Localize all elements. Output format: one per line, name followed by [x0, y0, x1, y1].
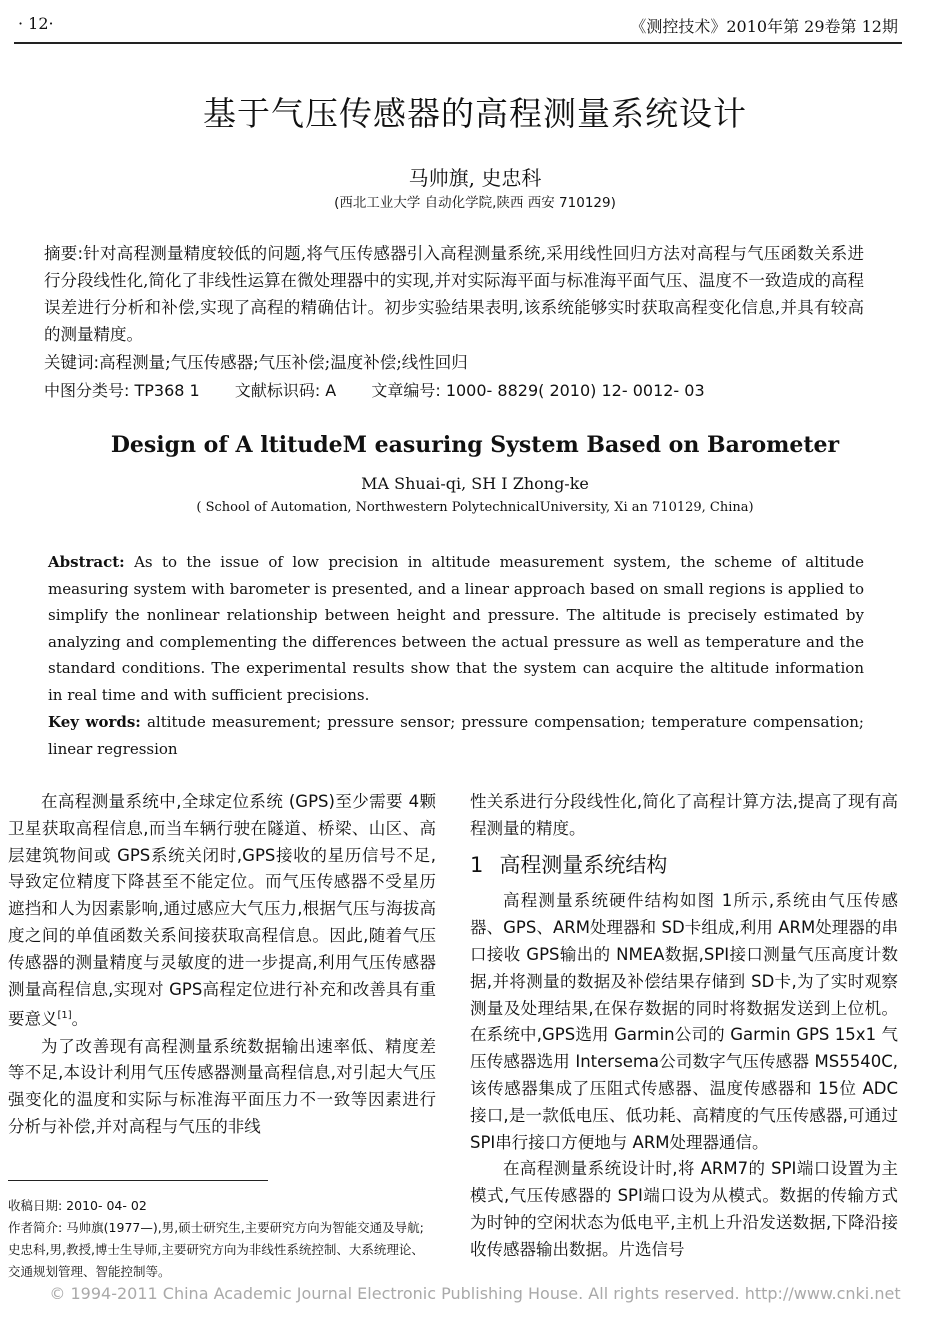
body-paragraph: 在高程测量系统设计时,将 ARM7的 SPI端口设置为主模式,气压传感器的 SPI端口设为从模式。数据的传输方式为时钟的空闲状态为低电平,主机上升沿发送数据,下降沿接收传感器输出数据。片选信号 — [470, 1159, 898, 1259]
paper-title-en: Design of A ltitudeM easuring System Based on Barometer — [110, 432, 840, 458]
affiliation: (西北工业大学 自动化学院,陕西 西安 710129) — [334, 195, 616, 211]
body-paragraph: 高程测量系统硬件结构如图 1所示,系统由气压传感器、GPS、ARM处理器和 SD卡组成,利用 ARM处理器的串口接收 GPS输出的 NMEA数据,SPI接口测量气压高度计数据,并将测量的数据及补偿结果存储到 SD卡,为了实时观察测量及处理结果,在保存数据的同时将数据发送到上位机。在系统中,GPS选用 Garmin公司的 Garmin GPS 15x1 气压传感器选用 Intersema公司数字气压传感器 MS5540C,该传感器集成了压阻式传感器、温度传感器和 15位 ADC接口,是一款低电压、低功耗、高精度的气压传感器,可通过 SPI串行接口方便地与 ARM处理器通信。 — [470, 891, 898, 1152]
header-rule — [14, 42, 902, 44]
affiliation-en: ( School of Automation, Northwestern PolytechnicalUniversity, Xi an 710129, China) — [196, 500, 754, 515]
body-paragraph: 性关系进行分段线性化,简化了高程计算方法,提高了现有高程测量的精度。 — [470, 792, 898, 838]
keywords-en-text: altitude measurement; pressure sensor; pressure compensation; temperature compensation; linear regression — [48, 713, 864, 758]
abstract-cn-text: 针对高程测量精度较低的问题,将气压传感器引入高程测量系统,采用线性回归方法对高程与气压函数关系进行分段线性化,简化了非线性运算在微处理器中的实现,并对实际海平面与标准海平面气压、温度不一致造成的高程误差进行分析和补偿,实现了高程的精确估计。初步实验结果表明,该系统能够实时获取高程变化信息,并具有较高的测量精度。 — [44, 244, 864, 344]
footnote-rule — [8, 1180, 268, 1181]
abstract-cn — [44, 240, 864, 348]
received-date: 收稿日期: 2010- 04- 02 — [8, 1198, 147, 1213]
copyright-watermark: © 1994-2011 China Academic Journal Electronic Publishing House. All rights reserved. http://www.cnki.net — [49, 1284, 901, 1303]
article-number: 文章编号: 1000- 8829( 2010) 12- 0012- 03 — [371, 381, 705, 400]
journal-header: 《测控技术》2010年第 29卷第 12期 — [630, 17, 898, 36]
abstract-en-text: As to the issue of low precision in altitude measurement system, the scheme of altitude measuring system with barometer is presented, and a linear approach based on small regions is applied to simplify the nonlinear relationship between height and pressure. The altitude is precisely estimated by analyzing and complementing the differences between the actual pressure as well as temperature and the standard conditions. The experimental results show that the system can acquire the altitude information in real time and with sufficient precisions. — [48, 553, 864, 704]
keywords-en — [48, 709, 864, 762]
page-number: · 12· — [18, 14, 54, 33]
keywords-cn — [44, 349, 864, 376]
body-paragraph: 为了改善现有高程测量系统数据输出速率低、精度差等不足,本设计利用气压传感器测量高程信息,对引起大气压强变化的温度和实际与标准海平面压力不一致等因素进行分析与补偿,并对高程与气压的非线 — [8, 1036, 436, 1137]
footnote — [8, 1195, 436, 1283]
keywords-en-label: Key words: — [48, 713, 141, 731]
clc-number: 中图分类号: TP368 1 — [44, 381, 200, 400]
document-code: 文献标识码: A — [234, 381, 337, 400]
citation-ref: [1] — [57, 1010, 72, 1022]
keywords-cn-text: 高程测量;气压传感器;气压补偿;温度补偿;线性回归 — [99, 353, 468, 372]
author-bio: 作者简介: 马帅旗(1977—),男,硕士研究生,主要研究方向为智能交通及导航;史忠科,男,教授,博士生导师,主要研究方向为非线性系统控制、大系统理论、交通规划管理、智能控制等。 — [8, 1220, 424, 1279]
authors: 马帅旗, 史忠科 — [408, 166, 542, 190]
authors-en: MA Shuai-qi, SH I Zhong-ke — [361, 474, 589, 493]
abstract-cn-label: 摘要: — [44, 244, 84, 263]
abstract-en-label: Abstract: — [48, 553, 125, 571]
section-number: 1 — [470, 852, 484, 877]
paper-title: 基于气压传感器的高程测量系统设计 — [203, 94, 747, 133]
section-heading — [470, 852, 898, 879]
keywords-cn-label: 关键词: — [44, 353, 100, 372]
classification-line — [44, 377, 864, 404]
body-column-right — [470, 789, 898, 1264]
body-column-left — [8, 789, 436, 1141]
section-title: 高程测量系统结构 — [499, 852, 668, 877]
body-paragraph: 在高程测量系统中,全球定位系统 (GPS)至少需要 4颗卫星获取高程信息,而当车辆行驶在隧道、桥梁、山区、高层建筑物间或 GPS系统关闭时,GPS接收的星历信号不足,导致定位精度下降甚至不能定位。而气压传感器不受星历遮挡和人为因素影响,通过感应大气压力,根据气压与海拔高度之间的单值函数关系间接获取高程信息。因此,随着气压传感器的测量精度与灵敏度的进一步提高,利用气压传感器测量高程信息,实现对 GPS高程定位进行补充和改善具有重要意义[1]。 — [8, 792, 436, 1029]
abstract-en — [48, 549, 864, 708]
